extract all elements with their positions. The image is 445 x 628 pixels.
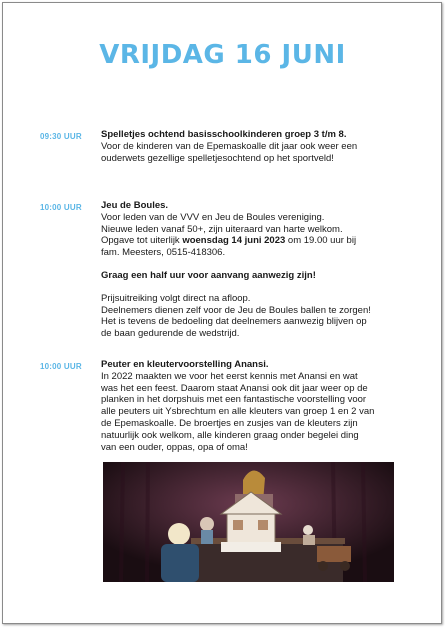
event-line: Nieuwe leden vanaf 50+, zijn uiteraard van harte welkom. bbox=[101, 223, 343, 235]
event-line: was het een feest. Daarom staat Anansi ook dit jaar weer op de bbox=[101, 382, 368, 394]
event-time: 09:30 UUR bbox=[40, 132, 82, 141]
event-line: alle peuters uit Ysbrechtum en alle kleuters van groep 1 en 2 van bbox=[101, 406, 375, 418]
event-line: ouderwets gezellige spelletjesochtend op het sportveld! bbox=[101, 152, 334, 164]
puppet-show-photo bbox=[103, 462, 394, 582]
event-line: van een ouder, oppas, opa of oma! bbox=[101, 441, 248, 453]
event-spelletjes bbox=[101, 129, 401, 164]
registration-deadline: woensdag 14 juni 2023 bbox=[182, 235, 286, 247]
event-line: Voor de kinderen van de Epemaskoalle dit jaar ook weer een bbox=[101, 140, 358, 152]
event-heading: Jeu de Boules. bbox=[101, 200, 169, 211]
event-line: In 2022 maakten we voor het eerst kennis met Anansi en wat bbox=[101, 370, 358, 382]
event-line: planken in het dorpshuis met een fantastische voorstelling voor bbox=[101, 394, 367, 406]
event-line: Voor leden van de VVV en Jeu de Boules vereniging. bbox=[101, 211, 325, 223]
page-title: VRIJDAG 16 JUNI bbox=[99, 40, 346, 70]
event-line: de baan gedurende de wedstrijd. bbox=[101, 328, 240, 340]
event-heading: Spelletjes ochtend basisschoolkinderen groep 3 t/m 8. bbox=[101, 129, 347, 140]
event-line: Deelnemers dienen zelf voor de Jeu de Boules ballen te zorgen! bbox=[101, 304, 371, 316]
event-line: natuurlijk ook welkom, alle kinderen graag onder begelei ding bbox=[101, 429, 359, 441]
event-line: Het is tevens de bedoeling dat deelnemers aanwezig blijven op bbox=[101, 316, 367, 328]
event-heading: Peuter en kleutervoorstelling Anansi. bbox=[101, 359, 269, 370]
event-note: Graag een half uur voor aanvang aanwezig zijn! bbox=[101, 269, 316, 281]
puppet-show-illustration bbox=[103, 462, 394, 582]
registration-line bbox=[101, 235, 401, 247]
registration-suffix: om 19.00 uur bij bbox=[285, 235, 357, 247]
registration-contact: fam. Meesters, 0515-418306. bbox=[101, 247, 226, 259]
event-time: 10:00 UUR bbox=[40, 362, 82, 371]
event-line: Prijsuitreiking volgt direct na afloop. bbox=[101, 292, 251, 304]
event-anansi bbox=[101, 359, 401, 453]
event-line: de Epemaskoalle. De broertjes en zusjes van de kleuters zijn bbox=[101, 417, 358, 429]
registration-prefix: Opgave tot uiterlijk bbox=[101, 235, 183, 247]
event-time: 10:00 UUR bbox=[40, 203, 82, 212]
event-jeu-de-boules bbox=[101, 200, 401, 340]
